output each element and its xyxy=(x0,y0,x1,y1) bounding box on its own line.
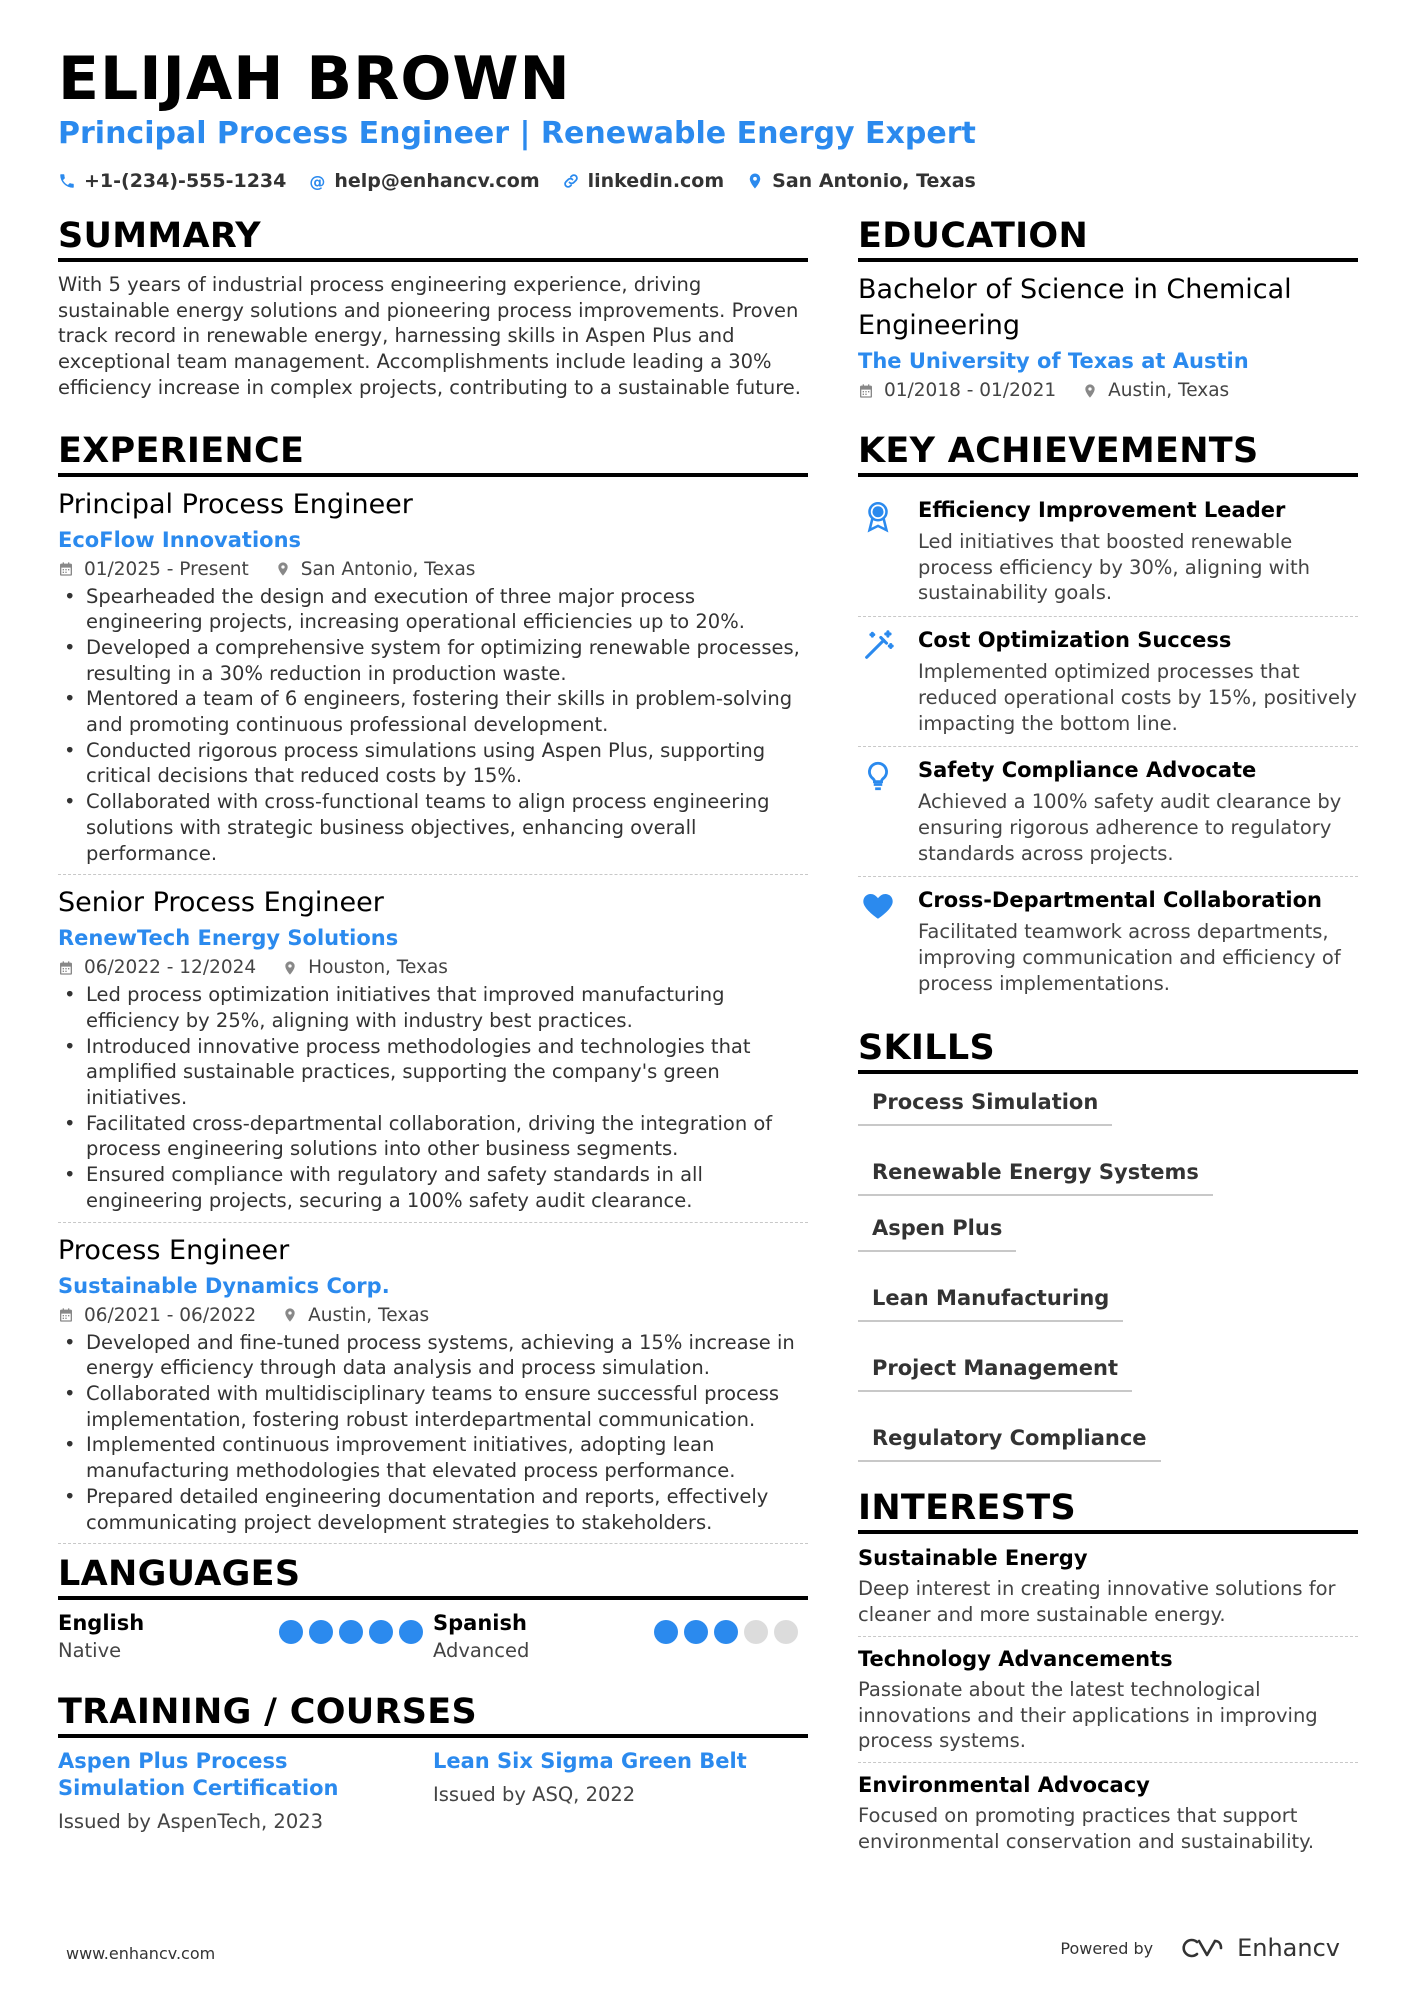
achievement-text xyxy=(918,625,1358,736)
interest-title: Technology Advancements xyxy=(858,1646,1173,1671)
interest-item xyxy=(858,1645,1358,1763)
language-level: Advanced xyxy=(433,1639,530,1663)
job-dates: 06/2021 - 06/2022 xyxy=(84,1304,257,1326)
achievement-item xyxy=(858,747,1358,877)
course-title: Aspen Plus Process Simulation Certification xyxy=(58,1749,339,1801)
achievements-list xyxy=(858,487,1358,1006)
job-title: Senior Process Engineer xyxy=(58,887,384,919)
contact-linkedin[interactable] xyxy=(562,170,725,192)
job-dates-item xyxy=(58,559,249,580)
language-text xyxy=(433,1610,529,1664)
education-entry xyxy=(858,272,1358,401)
job-entry xyxy=(58,885,808,1222)
at-icon: @ xyxy=(309,171,326,191)
rating-dot-empty xyxy=(774,1620,798,1644)
footer-branding xyxy=(1060,1934,1340,1962)
location-icon xyxy=(282,960,298,976)
achievement-title: Cross-Departmental Collaboration xyxy=(918,888,1322,913)
contact-email[interactable] xyxy=(308,170,539,192)
languages-list xyxy=(58,1610,808,1664)
rating-dot-filled xyxy=(339,1620,363,1644)
achievement-desc: Implemented optimized processes that reduced operational costs by 15%, positively impacting the bottom line. xyxy=(918,660,1357,735)
courses-list xyxy=(58,1748,808,1835)
bullet-item: • Developed a comprehensive system for optimizing renewable processes, resulting in a 30% reduction in production waste. xyxy=(58,635,808,686)
location-icon xyxy=(282,1307,298,1323)
achievement-item xyxy=(858,487,1358,617)
email-text: help@enhancv.com xyxy=(334,170,540,192)
job-location-item xyxy=(275,559,476,580)
interest-desc: Passionate about the latest technological innovations and their applications in improving process systems. xyxy=(858,1677,1318,1753)
job-location-item xyxy=(282,1305,429,1326)
course-issuer: Issued by AspenTech, 2023 xyxy=(58,1810,324,1834)
achievements-heading: KEY ACHIEVEMENTS xyxy=(858,431,1358,477)
rating-dot-filled xyxy=(309,1620,333,1644)
award-ribbon-icon xyxy=(858,495,898,606)
contact-phone[interactable] xyxy=(58,170,286,192)
skill-tag: Project Management xyxy=(858,1350,1132,1392)
company-name: Sustainable Dynamics Corp. xyxy=(58,1273,390,1298)
job-dates: 01/2025 - Present xyxy=(84,558,249,580)
calendar-icon xyxy=(58,960,74,976)
interest-desc: Focused on promoting practices that support environmental conservation and sustainability. xyxy=(858,1803,1315,1853)
enhancv-logo[interactable] xyxy=(1179,1934,1340,1962)
job-title: Principal Process Engineer xyxy=(58,488,413,520)
language-name: English xyxy=(58,1611,145,1636)
language-name: Spanish xyxy=(433,1611,527,1636)
phone-text: +1-(234)-555-1234 xyxy=(84,170,287,192)
calendar-icon xyxy=(58,1307,74,1323)
achievement-text xyxy=(918,755,1358,866)
bullet-item: • Collaborated with multidisciplinary teams to ensure successful process implementation, fostering robust interdepartmental communication. xyxy=(58,1381,808,1432)
job-meta xyxy=(58,957,808,978)
language-item xyxy=(433,1610,808,1664)
skill-tag: Renewable Energy Systems xyxy=(858,1154,1213,1196)
bullet-item: • Mentored a team of 6 engineers, fostering their skills in problem-solving and promoting continuous professional development. xyxy=(58,686,808,737)
contact-bar xyxy=(58,170,976,192)
bullet-item: • Conducted rigorous process simulations using Aspen Plus, supporting critical decisions that reduced costs by 15%. xyxy=(58,738,808,789)
bullet-item: • Implemented continuous improvement initiatives, adopting lean manufacturing methodologies that elevated process performance. xyxy=(58,1432,808,1483)
job-location-item xyxy=(282,957,448,978)
interests-list xyxy=(858,1544,1358,1862)
achievement-desc: Facilitated teamwork across departments, improving communication and efficiency of process implementations. xyxy=(918,920,1341,995)
course-item xyxy=(433,1748,808,1835)
interest-title: Sustainable Energy xyxy=(858,1546,1088,1571)
bullet-item: • Collaborated with cross-functional teams to align process engineering solutions with strategic business objectives, enhancing overall performance. xyxy=(58,789,808,866)
bullet-item: • Facilitated cross-departmental collaboration, driving the integration of process engineering solutions into other business segments. xyxy=(58,1111,808,1162)
calendar-icon xyxy=(58,561,74,577)
bullet-item: • Led process optimization initiatives that improved manufacturing efficiency by 25%, aligning with industry best practices. xyxy=(58,982,808,1033)
achievement-text xyxy=(918,885,1358,996)
phone-icon xyxy=(58,172,76,190)
summary-heading: SUMMARY xyxy=(58,216,808,262)
degree-title: Bachelor of Science in Chemical Engineering xyxy=(858,274,1292,341)
location-icon xyxy=(746,172,764,190)
powered-by-text: Powered by xyxy=(1060,1938,1154,1958)
school-name: The University of Texas at Austin xyxy=(858,349,1249,373)
job-entry xyxy=(58,1233,808,1545)
footer-website[interactable]: www.enhancv.com xyxy=(66,1944,216,1963)
summary-text: With 5 years of industrial process engineering experience, driving sustainable energy solutions and pioneering process improvements. Proven track record in renewable energy, harnessing skills in Aspen Plus and exceptional team management. Accomplishments include leading a 30% efficiency increase in complex projects, contributing to a sustainable future. xyxy=(58,273,801,399)
interest-title: Environmental Advocacy xyxy=(858,1772,1150,1797)
enhancv-logo-icon xyxy=(1179,1935,1229,1961)
rating-dot-filled xyxy=(369,1620,393,1644)
achievement-item xyxy=(858,617,1358,747)
course-issuer: Issued by ASQ, 2022 xyxy=(433,1783,636,1807)
contact-location xyxy=(746,170,976,192)
left-column xyxy=(58,216,808,1835)
job-dates-item xyxy=(58,957,256,978)
job-dates-item xyxy=(58,1305,256,1326)
rating-dot-filled xyxy=(654,1620,678,1644)
job-bullets xyxy=(58,1330,808,1536)
linkedin-text: linkedin.com xyxy=(587,170,725,192)
skills-list xyxy=(858,1084,1358,1462)
job-title: Process Engineer xyxy=(58,1234,290,1266)
achievement-text xyxy=(918,495,1358,606)
job-location: San Antonio, Texas xyxy=(300,558,476,580)
lightbulb-icon xyxy=(858,755,898,866)
job-meta xyxy=(58,559,808,580)
job-dates: 06/2022 - 12/2024 xyxy=(84,957,257,979)
skill-tag: Lean Manufacturing xyxy=(858,1280,1123,1322)
language-rating xyxy=(654,1620,798,1644)
location-text: San Antonio, Texas xyxy=(772,170,976,192)
right-column xyxy=(858,216,1358,1870)
language-text xyxy=(58,1610,144,1664)
achievement-title: Cost Optimization Success xyxy=(918,628,1232,653)
achievement-desc: Led initiatives that boosted renewable process efficiency by 30%, aligning with sustainability goals. xyxy=(918,530,1311,605)
bullet-item: • Developed and fine-tuned process systems, achieving a 15% increase in energy efficiency through data analysis and process simulation. xyxy=(58,1330,808,1381)
candidate-name: ELIJAH BROWN xyxy=(58,44,571,114)
experience-heading: EXPERIENCE xyxy=(58,431,808,477)
education-dates: 01/2018 - 01/2021 xyxy=(884,380,1057,401)
bullet-item: • Prepared detailed engineering documentation and reports, effectively communicating project development strategies to stakeholders. xyxy=(58,1484,808,1535)
interest-desc: Deep interest in creating innovative solutions for cleaner and more sustainable energy. xyxy=(858,1577,1336,1627)
language-level: Native xyxy=(58,1639,122,1663)
job-entry xyxy=(58,487,808,876)
location-icon xyxy=(1082,383,1098,399)
magic-wand-icon xyxy=(858,625,898,736)
bullet-item: • Spearheaded the design and execution of three major process engineering projects, increasing operational efficiencies up to 20%. xyxy=(58,584,808,635)
candidate-title: Principal Process Engineer | Renewable Energy Expert xyxy=(58,116,976,151)
job-bullets xyxy=(58,584,808,867)
brand-name: Enhancv xyxy=(1237,1934,1340,1962)
education-heading: EDUCATION xyxy=(858,216,1358,262)
job-location: Houston, Texas xyxy=(308,957,448,979)
course-title: Lean Six Sigma Green Belt xyxy=(433,1749,747,1774)
bullet-item: • Ensured compliance with regulatory and safety standards in all engineering projects, securing a 100% safety audit clearance. xyxy=(58,1162,808,1213)
link-icon xyxy=(562,172,580,190)
training-heading: TRAINING / COURSES xyxy=(58,1692,808,1738)
interests-heading: INTERESTS xyxy=(858,1488,1358,1534)
rating-dot-filled xyxy=(714,1620,738,1644)
calendar-icon xyxy=(858,383,874,399)
rating-dot-filled xyxy=(684,1620,708,1644)
skills-heading: SKILLS xyxy=(858,1028,1358,1074)
bullet-item: • Introduced innovative process methodologies and technologies that amplified sustainable practices, supporting the company's green initiatives. xyxy=(58,1034,808,1111)
education-location-item xyxy=(1082,380,1229,401)
job-location: Austin, Texas xyxy=(308,1304,430,1326)
interest-item xyxy=(858,1544,1358,1636)
rating-dot-empty xyxy=(744,1620,768,1644)
heart-icon xyxy=(858,885,898,996)
skill-tag: Regulatory Compliance xyxy=(858,1420,1161,1462)
interest-item xyxy=(858,1771,1358,1862)
education-meta xyxy=(858,380,1358,401)
achievement-title: Safety Compliance Advocate xyxy=(918,758,1257,783)
achievement-desc: Achieved a 100% safety audit clearance by ensuring rigorous adherence to regulatory standards across projects. xyxy=(918,790,1342,865)
job-bullets xyxy=(58,982,808,1213)
rating-dot-filled xyxy=(399,1620,423,1644)
education-location: Austin, Texas xyxy=(1108,380,1230,401)
language-rating xyxy=(279,1620,423,1644)
skill-tag: Process Simulation xyxy=(858,1084,1112,1126)
skill-tag: Aspen Plus xyxy=(858,1210,1016,1252)
language-item xyxy=(58,1610,433,1664)
company-name: RenewTech Energy Solutions xyxy=(58,926,399,951)
rating-dot-filled xyxy=(279,1620,303,1644)
achievement-title: Efficiency Improvement Leader xyxy=(918,498,1286,522)
achievement-item xyxy=(858,877,1358,1006)
job-meta xyxy=(58,1305,808,1326)
course-item xyxy=(58,1748,433,1835)
company-name: EcoFlow Innovations xyxy=(58,527,302,552)
education-dates-item xyxy=(858,380,1056,401)
languages-heading: LANGUAGES xyxy=(58,1554,808,1600)
location-icon xyxy=(275,561,291,577)
